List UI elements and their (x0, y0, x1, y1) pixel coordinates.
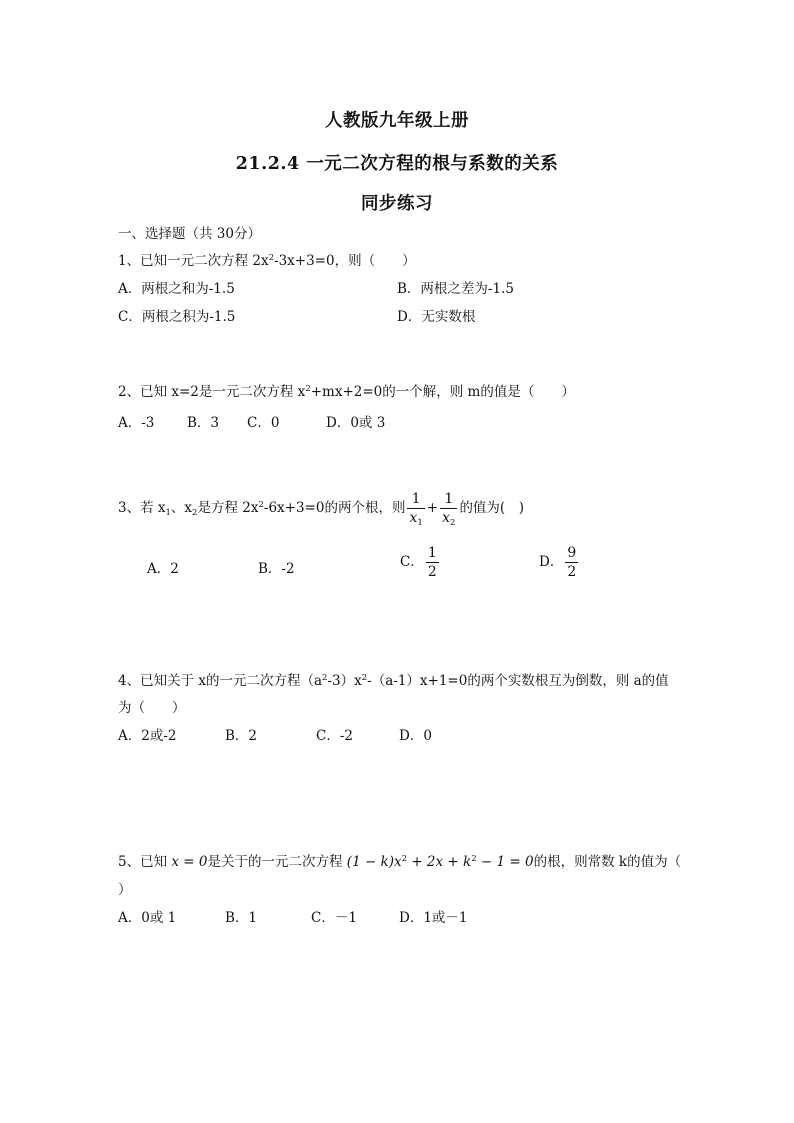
q5-math-2-sup-2: 2 (471, 854, 477, 864)
q3-d-denominator: 2 (567, 564, 577, 580)
q3-plus: + (426, 500, 439, 516)
section-heading: 一、选择题（共 30分） (118, 226, 261, 242)
q2-option-a[interactable]: A．-3 (118, 415, 155, 431)
q3-c-denominator: 2 (427, 564, 437, 580)
q1-text-b: -3x+3=0，则（ ） (274, 253, 416, 269)
q3-frac1-denominator (407, 508, 424, 528)
q3-frac2-denominator (440, 508, 457, 528)
q3-option-d-fraction (565, 546, 578, 579)
q3-c-numerator: 1 (427, 545, 437, 561)
q3-sub-1: 1 (165, 508, 171, 518)
q3-text-e: 的值为( ) (459, 500, 524, 516)
q4-exponent-1: 2 (322, 673, 328, 683)
q5-text-a: 5、已知 (118, 854, 172, 870)
q3-text-a: 3、若 x (118, 500, 166, 516)
q2-option-c[interactable]: C．0 (247, 415, 280, 431)
q3-option-b[interactable]: B．-2 (258, 561, 295, 577)
q3-option-d[interactable] (539, 546, 580, 579)
q2-option-d[interactable]: D．0或 3 (326, 415, 386, 431)
document-title: 人教版九年级上册 (325, 111, 469, 131)
q3-frac2-sub: 2 (450, 518, 456, 528)
q5-math-1 (171, 854, 207, 870)
q5-math-1-expr: x = 0 (171, 854, 208, 870)
q1-option-a[interactable]: A．两根之和为-1.5 (118, 281, 235, 297)
q3-frac1-var: x (409, 510, 418, 526)
q4-text-c: -（a-1）x+1=0的两个实数根互为倒数，则 a的值 (367, 673, 669, 689)
q1-text-a: 1、已知一元二次方程 2x (118, 253, 269, 269)
exercise-title: 同步练习 (361, 194, 433, 214)
q4-option-d[interactable]: D．0 (399, 728, 432, 744)
q5-option-c[interactable]: C．－1 (311, 910, 357, 926)
q5-math-2 (347, 854, 534, 870)
q3-text-d: -6x+3=0的两个根，则 (263, 500, 406, 516)
q3-option-c-fraction (426, 546, 439, 579)
question-4-stem-line-2: 为（ ） (118, 700, 186, 716)
q5-option-a[interactable]: A．0或 1 (118, 910, 177, 926)
q4-text-a: 4、已知关于 x的一元二次方程（a (118, 673, 323, 689)
q3-sub-2: 2 (192, 508, 198, 518)
question-2-stem (118, 380, 575, 400)
question-5-stem-line-2: ） (118, 882, 132, 898)
q3-d-numerator: 9 (567, 545, 577, 561)
q3-text-b: 、x (170, 500, 193, 516)
lesson-title: 21.2.4 一元二次方程的根与系数的关系 (235, 154, 559, 174)
q1-option-d[interactable]: D．无实数根 (397, 309, 476, 325)
q3-option-c-label: C． (400, 554, 424, 570)
q3-fraction-1 (407, 491, 424, 528)
q5-option-d[interactable]: D．1或－1 (399, 910, 468, 926)
q5-option-b[interactable]: B．1 (225, 910, 258, 926)
q1-option-c[interactable]: C．两根之积为-1.5 (118, 309, 236, 325)
q5-text-c: 的根，则常数 k的值为（ (533, 854, 682, 870)
q5-math-2-a: (1 − k)x (346, 854, 402, 870)
q2-exponent: 2 (305, 384, 311, 394)
q3-frac2-var: x (442, 510, 451, 526)
q2-text-b: +mx+2=0的一个解，则 m的值是（ ） (310, 384, 575, 400)
q4-option-a[interactable]: A．2或-2 (118, 728, 177, 744)
q5-math-2-b: + 2x + k (407, 854, 472, 870)
q3-option-a[interactable]: A．2 (147, 561, 179, 577)
q4-option-b[interactable]: B．2 (225, 728, 258, 744)
q1-exponent: 2 (268, 253, 275, 263)
q2-option-b[interactable]: B．3 (187, 415, 220, 431)
q5-math-2-c: − 1 = 0 (476, 854, 534, 870)
question-1-stem (118, 249, 416, 269)
question-5-stem-line-1 (118, 850, 681, 870)
q3-text-c: 是方程 2x (197, 500, 259, 516)
question-3-stem (118, 491, 524, 528)
q3-frac1-numerator: 1 (411, 491, 421, 507)
q4-text-b: -3）x (327, 673, 362, 689)
q3-frac2-numerator: 1 (444, 491, 454, 507)
q3-frac1-sub: 1 (417, 518, 423, 528)
q3-option-d-label: D． (539, 554, 564, 570)
q3-fraction-2 (440, 491, 457, 528)
q3-exponent: 2 (258, 500, 264, 510)
q3-option-c[interactable] (400, 546, 441, 579)
q1-option-b[interactable]: B．两根之差为-1.5 (397, 281, 514, 297)
q2-text-a: 2、已知 x=2是一元二次方程 x (118, 384, 306, 400)
q4-option-c[interactable]: C．-2 (316, 728, 353, 744)
q4-exponent-2: 2 (361, 673, 368, 683)
q5-math-2-sup-1: 2 (401, 854, 408, 864)
question-4-stem-line-1 (118, 669, 669, 689)
q5-text-b: 是关于的一元二次方程 (207, 854, 347, 870)
